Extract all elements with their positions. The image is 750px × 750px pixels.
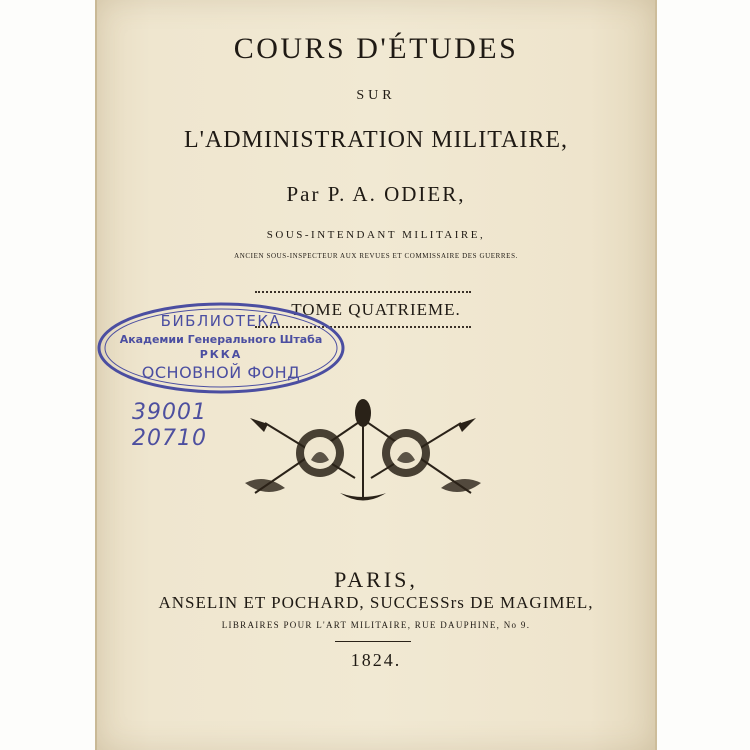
stamp-line-1: БИБЛИОТЕКА: [160, 312, 282, 330]
stamp-line-3: РККА: [199, 348, 243, 361]
author-line: Par P. A. ODIER,: [286, 182, 466, 206]
author-former-role: ANCIEN SOUS-INSPECTEUR AUX REVUES ET COMMISSAIRE DES GUERRES.: [234, 252, 518, 260]
stamp-line-2: Академии Генерального Штаба: [119, 333, 323, 346]
stamp-line-4: ОСНОВНОЙ ФОНД: [141, 363, 301, 382]
imprint-city: PARIS,: [334, 567, 418, 592]
military-trophy-vignette-icon: [245, 398, 481, 506]
library-stamp: [96, 300, 346, 396]
imprint-year: 1824.: [350, 650, 402, 670]
dotted-rule-top: [255, 291, 471, 293]
handwritten-number-1: 39001: [132, 400, 207, 425]
volume-line: TOME QUATRIEME.: [291, 300, 461, 319]
handwritten-number-2: 20710: [132, 426, 207, 451]
author-role: SOUS-INTENDANT MILITAIRE,: [266, 229, 486, 241]
title-line-2: SUR: [356, 88, 396, 103]
imprint-address: LIBRAIRES POUR L'ART MILITAIRE, RUE DAUPHINE, No 9.: [221, 620, 531, 630]
page-right-edge: [655, 0, 657, 750]
title-line-1: COURS D'ÉTUDES: [233, 32, 519, 65]
imprint-publisher: ANSELIN ET POCHARD, SUCCESSrs DE MAGIMEL,: [158, 593, 594, 612]
title-line-3: L'ADMINISTRATION MILITAIRE,: [183, 127, 569, 153]
imprint-rule: [335, 641, 411, 642]
